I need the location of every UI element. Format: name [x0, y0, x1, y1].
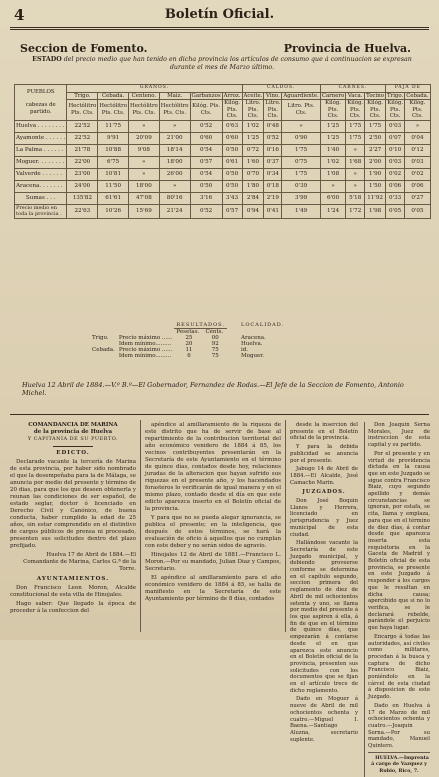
table-cell: 9'91: [98, 132, 129, 144]
table-cell: 0'27: [405, 192, 430, 204]
table-cell: 0'90: [282, 132, 321, 144]
table-cell: 0'50: [222, 144, 242, 156]
resultados-loc: id.: [241, 347, 249, 353]
unit-header: Hectólitro Pts. Cts.: [98, 100, 129, 121]
table-cell: 0'70: [242, 168, 264, 180]
table-cell: 0'52: [190, 204, 222, 218]
table-cell: »: [129, 168, 160, 180]
column-header: Trigo.: [387, 92, 404, 99]
table-cell: 47'08: [129, 192, 160, 204]
row-name: Ayamonte . . . . . .: [15, 132, 67, 144]
body-rule: [10, 414, 429, 415]
table-cell: 0'03: [386, 156, 405, 168]
resultados-c: 00: [211, 335, 219, 341]
resultados-row: [90, 353, 286, 359]
table-cell: 1'40: [320, 144, 345, 156]
table-cell: 2'50: [365, 132, 386, 144]
intro-lead: ESTADO: [32, 56, 62, 63]
requisitoria-text-2: Encargo á todas las autoridades, así civiles como militares, procedan á la busca y captura de dicho Francisco Biaiz, poniéndolo en la cárcel de esta ciudad á disposicion de este Juzgado.: [368, 633, 430, 701]
table-cell: 2'84: [242, 192, 264, 204]
table-cell: 22'52: [67, 120, 98, 132]
table-cell: 0'52: [190, 120, 222, 132]
resultados-k: Precio máximo ......: [118, 335, 173, 341]
table-row: [15, 168, 431, 180]
edicto-text: Declarado vacante la tercería de Marina de esta provincia, por haber sido nombrado el que la desempeñaba para la de Málaga, se anuncia por medio del presente y término de 20 dias, para que los que deseen obtenerla y reunan las condiciones de ser español, de estado seglar, doctor ó licenciado en Derecho Civil y Canónico, de buena conducta, haber cumplido la edad de 25 años, sin estar comprendido en el distintivo de cargos públicos de prensa ni procesado, presenten sus solicitudes dentro del plazo prefijado.: [10, 459, 136, 549]
table-cell: 0'57: [222, 204, 242, 218]
table-row: [15, 192, 431, 204]
comandancia-capitania: Y CAPITANÍA DE SU PUERTO.: [27, 436, 119, 442]
resultados-loc: Huelva.: [241, 341, 263, 347]
table-cell: 1'02: [242, 120, 264, 132]
table-cell: 15'69: [129, 204, 160, 218]
pueblos-sub: cabezas de partido.: [25, 102, 56, 115]
jabugo-signature: Jabugo 14 de Abril de 1884.—El Alcalde, José Camacho Marin.: [290, 466, 358, 486]
column-header: Trigo.: [67, 92, 98, 100]
column-header: Maiz.: [159, 92, 190, 100]
resultados-c: 92: [211, 341, 219, 347]
page-number: 4: [14, 6, 25, 24]
table-cell: 0'03: [405, 156, 430, 168]
table-cell: 1'68: [346, 156, 365, 168]
column-2: [145, 422, 281, 605]
unit-header: Kilóg. Pts. Cts.: [320, 100, 345, 121]
table-cell: 1'49: [282, 204, 321, 218]
edicto-signature: Huelva 17 de Abril de 1884.—El Comandante de Marina, Carlos G.ª de la Torre.: [23, 552, 136, 572]
table-cell: 11'75: [98, 120, 129, 132]
newspaper-title: Boletín Oficial.: [164, 7, 275, 22]
table-cell: »: [159, 120, 190, 132]
column-header-row: [15, 92, 431, 100]
table-cell: 0'06: [405, 180, 430, 192]
unit-header: Litro. Pts. Cts.: [265, 100, 281, 119]
table-cell: »: [129, 120, 160, 132]
column-header: Tocino: [366, 92, 385, 99]
group-paja: PAJA DE: [386, 85, 431, 93]
intro-text: del precio medio que han tenido en dicha provincia los artículos de consumo que á continuacion se expresan durante el mes de Marzo último.: [63, 56, 412, 71]
table-cell: 0'50: [190, 180, 222, 192]
unit-header: Kilóg. Pts. Cts.: [224, 100, 241, 119]
row-name: Valverde . . . . . .: [15, 168, 67, 180]
moguer-intro: Don José Boquin Llanos y Herrera, licenciado en jurisprudencia y Juez municipal de esta ciudad.: [290, 498, 358, 538]
table-cell: 2'19: [264, 192, 282, 204]
table-cell: 1'80: [242, 180, 264, 192]
table-cell: »: [282, 120, 321, 132]
small-rule: [53, 446, 93, 447]
resultados-k: Idem mínimo.........: [118, 341, 172, 347]
requisitoria-text: Por el presente y en virtud de providencia dictada en la causa que en este Juzgado se sigue contra Francisco Biaiz, cuyo segundo apellido y demás circunstancias se ignoran, por estafa, se cita, llama y emplaza, para que en el término de diez días, á contar desde que aparezca inserta esta requisitoria en la Gaceta de Madrid y Boletín oficial de esta provincia, se presente en este Juzgado á responder á los cargos que le resultan en dicha causa; apercibido que si no lo verifica, se le declarará rebelde, parándole el perjuicio que haya lugar.: [368, 450, 430, 632]
jabugo-text-2: Y para la debida publicidad se anuncia por el presente.: [290, 444, 358, 464]
unit-header-row: [15, 100, 431, 121]
column-header: Carnero: [321, 92, 345, 99]
resultados-c: 75: [211, 347, 219, 353]
hinojales-signature: Hinojales 12 de Abril de 1881.—Francisco L. Moron.—Por su mandado, Julian Diaz y Campos, Secretario.: [145, 552, 281, 572]
table-cell: 0'39: [282, 180, 321, 192]
table-cell: 135'82: [67, 192, 98, 204]
table-cell: 80'16: [159, 192, 190, 204]
column-header: Aceite.: [243, 92, 263, 99]
resultados-p: 25: [185, 335, 193, 341]
table-cell: 1'02: [320, 156, 345, 168]
table-row: [15, 180, 431, 192]
column-header: Garbanzos: [191, 92, 221, 99]
pueblos-header: [15, 85, 67, 121]
price-table: [14, 84, 431, 219]
table-cell: 21'24: [159, 204, 190, 218]
table-cell: 0'06: [386, 180, 405, 192]
resultados-p: 11: [185, 347, 193, 353]
resultados-loc: Aracena.: [241, 335, 266, 341]
column-header: Cebada.: [406, 92, 429, 99]
column-header: Aguardiente.: [283, 92, 319, 99]
table-cell: 1'24: [320, 204, 345, 218]
signature-line: Huelva 12 Abril de 1884.—V.º B.º—El Gobernador, Fernandez de Rodas.—El Jefe de la Seccion de Fomento, Antonio Michel.: [22, 381, 404, 397]
table-cell: 0'57: [190, 156, 222, 168]
table-cell: 0'10: [386, 144, 405, 156]
resultados-table: [90, 322, 286, 359]
table-cell: 20'09: [129, 132, 160, 144]
unit-header: Kilóg. Pts. Cts.: [190, 100, 222, 121]
localidad-head: LOCALIDAD.: [241, 322, 285, 329]
table-cell: 22'00: [67, 156, 98, 168]
table-cell: 11'50: [98, 180, 129, 192]
hinojales-text: Hago saber: Que llegado la época de proceder á la confeccion del: [10, 601, 136, 614]
table-cell: 3'43: [222, 192, 242, 204]
resultados-loc: Moguer.: [241, 353, 265, 359]
table-cell: 0'12: [405, 144, 430, 156]
row-name: Moguer. . . . . . . .: [15, 156, 67, 168]
apendice-text-2: Y para que no se pueda alegar ignorancia, se publica el presente; en la inteligencia, que después de estos términos, se hará la evaluación de oficio á aquellos que no cumplan con este deber y no serán oidos de agravio.: [145, 515, 281, 549]
table-cell: 18'14: [159, 144, 190, 156]
unit-header: Litro. Pts. Cts.: [242, 100, 264, 121]
juez-intro: Don Joaquin Serna Morales, Juez de instruccion de esta capital y su partido.: [368, 422, 430, 449]
table-cell: 0'50: [222, 168, 242, 180]
table-cell: 0'03: [386, 120, 405, 132]
table-cell: 0'33: [386, 192, 405, 204]
table-cell: 1'75: [282, 144, 321, 156]
table-cell: 1'50: [365, 180, 386, 192]
unit-header: Kilóg. Pts. Cts.: [387, 100, 404, 119]
table-cell: 21'00: [159, 132, 190, 144]
table-cell: 18'00: [159, 156, 190, 168]
column-divider: [285, 420, 286, 632]
table-cell: 0'05: [405, 204, 430, 218]
table-cell: 9'08: [129, 144, 160, 156]
table-cell: 0'63: [222, 120, 242, 132]
table-cell: 0'37: [264, 156, 282, 168]
table-cell: 1'75: [365, 120, 386, 132]
resultados-head: RESULTADOS.: [176, 322, 226, 328]
resultados-art: Cebada.: [92, 347, 115, 353]
table-row: [15, 120, 431, 132]
table-cell: 0'41: [264, 204, 282, 218]
jabugo-cont: desde la insercion del presente en el Boletín oficial de la provincia.: [290, 422, 358, 442]
table-row: [15, 204, 431, 218]
cents-head: Cénts.: [205, 329, 224, 335]
table-row: [15, 156, 431, 168]
table-cell: 3'16: [190, 192, 222, 204]
table-cell: 0'02: [386, 168, 405, 180]
unit-header: Litro. Pts. Cts.: [282, 100, 321, 121]
table-cell: »: [346, 168, 365, 180]
resultados-k: Idem mínimo.........: [118, 353, 172, 359]
table-cell: 3'99: [282, 192, 321, 204]
table-cell: 0'94: [242, 204, 264, 218]
unit-header: Hectólitro Pts. Cts.: [159, 100, 190, 121]
table-cell: 18'00: [129, 180, 160, 192]
table-cell: 0'50: [222, 180, 242, 192]
table-cell: 0'54: [190, 144, 222, 156]
table-cell: 0'72: [242, 144, 264, 156]
table-cell: 1'75: [282, 168, 321, 180]
apendice-text: apéndice al amillaramiento de la riqueza de este distrito que ha de servir de base al repartimiento de la contribucion territorial del año económico venidero de 1884 á 85, los vecinos contribuyentes presentarán en la Secretaría de este Ayuntamiento en el término de quince días, contados desde hoy, relaciones juradas de la alteracion que hayan sufrido sus riquezas en el presente año, y los hacendados forasteros lo verificarán de igual manera y en el mismo plazo, contado desde el día en que este edicto aparezca inserto en el Boletín oficial de la provincia.: [145, 422, 281, 512]
group-caldos: CALDOS.: [242, 85, 320, 93]
row-name: Precio medio en toda la provincia .: [15, 204, 67, 218]
table-cell: 5'18: [346, 192, 365, 204]
resultados-p: 20: [185, 341, 193, 347]
table-cell: 2'27: [365, 144, 386, 156]
row-name: Huelva . . . . . . . .: [15, 120, 67, 132]
moguer-signature: Dado en Moguer á nueve de Abril de mil ochocientos ochenta y cuatro.—Miguel I. Baena.—Santiago Aluzna, secretario suplente.: [290, 696, 358, 743]
unit-header: Hectólitro Pts. Cts.: [129, 100, 160, 121]
table-cell: 61'61: [98, 192, 129, 204]
resultados-c: 75: [211, 353, 219, 359]
column-1: [10, 422, 136, 617]
table-cell: 0'52: [264, 132, 282, 144]
group-carnes: CARNES.: [320, 85, 385, 93]
unit-header: Hectólitro Pts. Cts.: [67, 100, 98, 121]
column-3-4: [290, 422, 430, 777]
table-cell: 0'54: [190, 168, 222, 180]
table-cell: 1'25: [320, 132, 345, 144]
table-cell: 23'00: [67, 168, 98, 180]
edicto-heading: EDICTO.: [56, 450, 90, 456]
header-rule: [10, 27, 429, 28]
requisitoria-signature: Dado en Huelva á 17 de Marzo de mil ochocientos ochenta y cuatro.—Joaquin Serna.—Por su mandado, Manuel Quintero.: [368, 702, 430, 750]
unit-header: Kilóg. Pts. Cts.: [365, 100, 386, 121]
table-cell: 0'75: [282, 156, 321, 168]
row-name: Sumas . . .: [15, 192, 67, 204]
section-title: Seccion de Fomento.: [20, 42, 148, 55]
ayuntamientos-heading: AYUNTAMIENTOS.: [36, 576, 110, 582]
table-cell: 21'78: [67, 144, 98, 156]
unit-header: Kilóg. Pts. Cts.: [405, 100, 430, 121]
table-cell: 0'48: [264, 120, 282, 132]
table-cell: 0'02: [405, 168, 430, 180]
price-table-body: [15, 120, 431, 218]
table-cell: »: [129, 156, 160, 168]
table-cell: 24'00: [67, 180, 98, 192]
imprint: HUELVA.—Imprenta á cargo de Vazquez y Rubio, Rico, 7.: [368, 752, 430, 775]
table-cell: 6'75: [98, 156, 129, 168]
table-cell: 1'98: [365, 204, 386, 218]
table-cell: 6'00: [320, 192, 345, 204]
table-cell: 0'16: [264, 144, 282, 156]
column-header: Vino.: [264, 92, 282, 100]
table-cell: 26'00: [159, 168, 190, 180]
resultados-art: Trigo.: [92, 335, 109, 341]
row-name: La Palma . . . . . .: [15, 144, 67, 156]
table-cell: »: [346, 144, 365, 156]
table-cell: 10'81: [98, 168, 129, 180]
table-cell: 0'60: [190, 132, 222, 144]
table-cell: 10'26: [98, 204, 129, 218]
table-cell: 1'60: [242, 156, 264, 168]
table-cell: 1'75: [346, 132, 365, 144]
province-title: Provincia de Huelva.: [283, 42, 411, 55]
header-rule-2: [10, 29, 429, 30]
table-cell: 1'25: [320, 120, 345, 132]
comandancia-subheading: de la provincia de Huelva: [33, 429, 113, 435]
table-cell: 10'88: [98, 144, 129, 156]
table-cell: 1'08: [320, 168, 345, 180]
table-cell: »: [320, 180, 345, 192]
table-cell: 0'60: [222, 132, 242, 144]
moguer-text: Hallándose vacante la Secretaría de este Juzgado municipal, y debiendo proveerse conforme se determina en el capítulo segundo, seccion primera del reglamento de diez de Abril de mil ochocientos setenta y uno, se llama por medio del presente á los que aspiren á ella, á fin de que en el término de quince días, que empezarán á contarse desde el en que aparezca este anuncio en el Boletín oficial de la provincia, presenten sus solicitudes con los documentos que se fijan en el artículo trece de dicho reglamento.: [290, 540, 358, 694]
table-cell: 1'25: [242, 132, 264, 144]
table-cell: 11'92: [365, 192, 386, 204]
hinojales-intro: Don Francisco Leon Moron, Alcalde constitucional de esta villa de Hinojales.: [10, 585, 136, 598]
group-header-row: [15, 85, 431, 93]
resultados-k: Precio máximo ......: [118, 347, 173, 353]
table-intro: [22, 56, 422, 72]
table-cell: 1'72: [346, 204, 365, 218]
column-divider: [140, 420, 141, 632]
juzgados-heading: JUZGADOS.: [302, 489, 346, 496]
column-4: [364, 422, 430, 777]
pesetas-head: Pesetas.: [176, 329, 200, 335]
table-cell: »: [159, 180, 190, 192]
table-row: [15, 132, 431, 144]
column-header: Cebada.: [98, 92, 129, 100]
column-header: Arroz.: [223, 92, 241, 99]
table-cell: 0'04: [405, 132, 430, 144]
table-cell: »: [346, 180, 365, 192]
table-cell: 1'90: [365, 168, 386, 180]
resultados-p: 6: [187, 353, 191, 359]
table-cell: 1'75: [346, 120, 365, 132]
resultados-art: [90, 353, 117, 359]
column-header: Vaca.: [346, 92, 365, 100]
column-3: [290, 422, 358, 745]
pueblos-label: PUEBLOS: [26, 89, 55, 96]
table-cell: 0'61: [222, 156, 242, 168]
table-cell: 0'34: [264, 168, 282, 180]
row-name: Aracena. . . . . . .: [15, 180, 67, 192]
table-cell: 0'18: [264, 180, 282, 192]
table-cell: 2'00: [365, 156, 386, 168]
column-header: Centeno.: [129, 92, 160, 100]
unit-header: Kilóg. Pts. Cts.: [347, 100, 364, 119]
table-row: [15, 144, 431, 156]
table-cell: 22'63: [67, 204, 98, 218]
table-cell: 22'52: [67, 132, 98, 144]
table-cell: 0'05: [386, 204, 405, 218]
group-granos: GRANOS.: [67, 85, 242, 93]
comandancia-heading: COMANDANCIA DE MARINA: [28, 422, 118, 428]
jabugo-text: El apéndice al amillaramiento para el año económico venidero de 1884 á 85, se halla de manifiesto en la Secretaría de este Ayuntamiento por término de 8 días, contados: [145, 575, 281, 602]
table-cell: 0'07: [386, 132, 405, 144]
table-cell: »: [405, 120, 430, 132]
